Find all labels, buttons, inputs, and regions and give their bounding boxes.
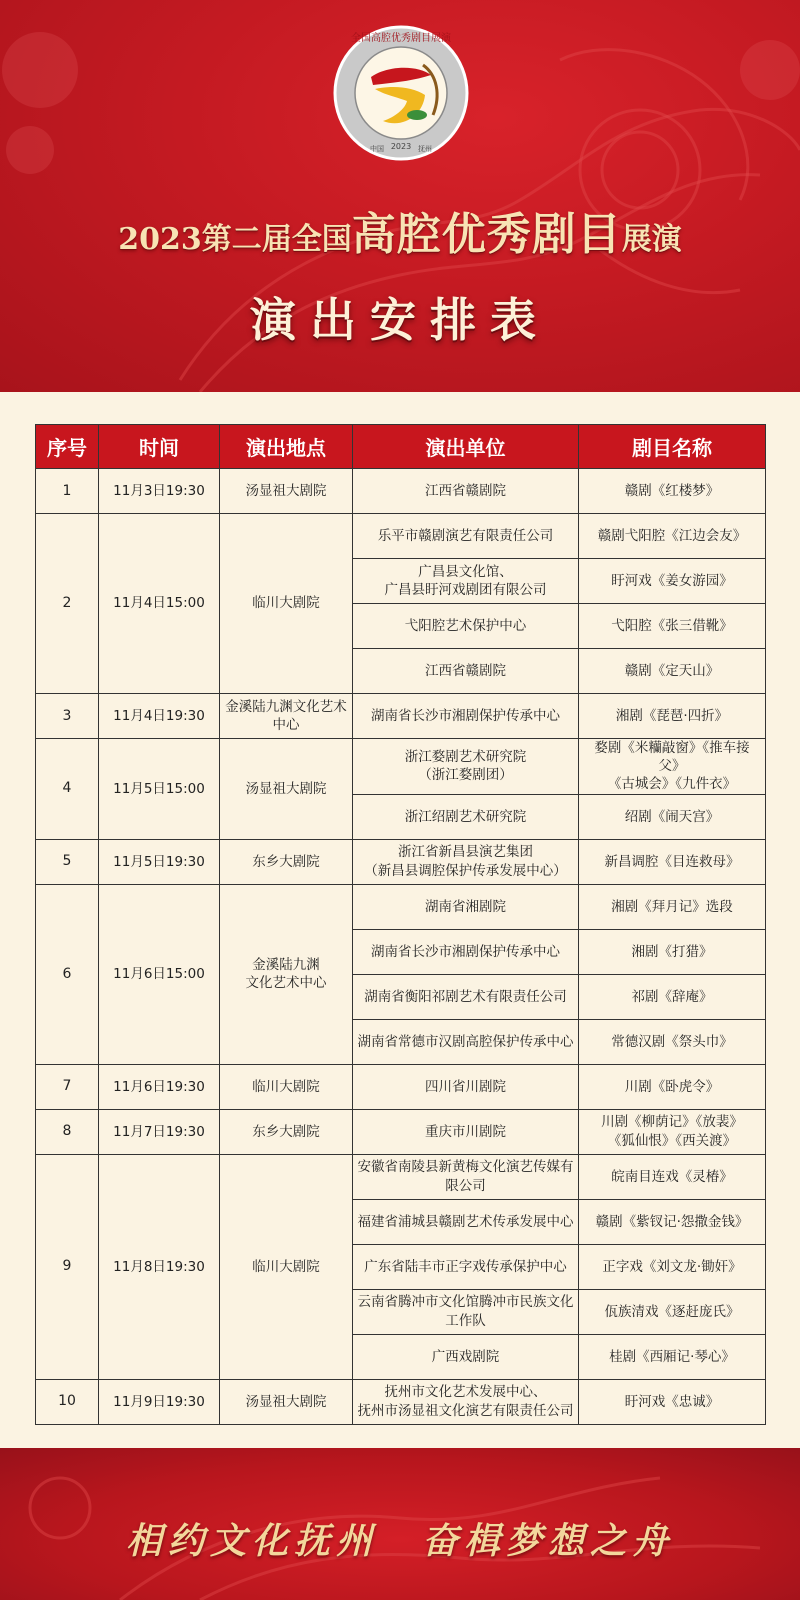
title-prefix: 2023第二届全国 — [118, 222, 352, 257]
logo-bottom-right: 抚州 — [418, 145, 432, 153]
cell-play: 赣剧《紫钗记·怨撒金钱》 — [579, 1199, 766, 1244]
cell-venue: 东乡大剧院 — [220, 1109, 353, 1154]
cell-time: 11月7日19:30 — [99, 1109, 220, 1154]
slogan-left: 相约文化抚州 — [125, 1520, 378, 1562]
cell-unit: 抚州市文化艺术发展中心、 抚州市汤显祖文化演艺有限责任公司 — [353, 1379, 579, 1424]
cell-number: 10 — [36, 1379, 99, 1424]
title-main: 高腔优秀剧目 — [351, 209, 622, 260]
table-row — [36, 739, 766, 795]
table-row — [36, 839, 766, 884]
logo-year: 2023 — [390, 142, 412, 151]
cell-time: 11月4日15:00 — [99, 514, 220, 694]
cell-play: 佤族清戏《逐赶庞氏》 — [579, 1289, 766, 1334]
cell-play: 弋阳腔《张三借靴》 — [579, 604, 766, 649]
cell-play: 祁剧《辞庵》 — [579, 974, 766, 1019]
logo-ring-text: 全国高腔优秀剧目展演 — [351, 33, 451, 44]
header-play: 剧目名称 — [579, 425, 766, 469]
cell-unit: 湖南省衡阳祁剧艺术有限责任公司 — [353, 974, 579, 1019]
cell-unit: 江西省赣剧院 — [353, 649, 579, 694]
table-row — [36, 469, 766, 514]
cell-play: 正字戏《刘文龙·锄奸》 — [579, 1244, 766, 1289]
cell-play: 新昌调腔《目连救母》 — [579, 839, 766, 884]
table-row — [36, 884, 766, 929]
cell-time: 11月5日15:00 — [99, 739, 220, 840]
header-no: 序号 — [36, 425, 99, 469]
cell-play: 川剧《卧虎令》 — [579, 1064, 766, 1109]
table-row — [36, 694, 766, 739]
cell-number: 6 — [36, 884, 99, 1064]
cell-unit: 云南省腾冲市文化馆腾冲市民族文化工作队 — [353, 1289, 579, 1334]
cell-play: 婺剧《米糷敲窗》《推车接父》 《古城会》《九件衣》 — [579, 739, 766, 795]
header-banner — [0, 0, 800, 392]
cell-play: 盱河戏《姜女游园》 — [579, 559, 766, 604]
cell-play: 赣剧《定天山》 — [579, 649, 766, 694]
schedule-subtitle: 演出安排表 — [250, 293, 550, 347]
cell-venue: 临川大剧院 — [220, 514, 353, 694]
cell-number: 1 — [36, 469, 99, 514]
cell-unit: 广西戏剧院 — [353, 1334, 579, 1379]
cell-number: 4 — [36, 739, 99, 840]
table-row — [36, 514, 766, 559]
cell-unit: 湖南省长沙市湘剧保护传承中心 — [353, 929, 579, 974]
cell-unit: 湖南省常德市汉剧高腔保护传承中心 — [353, 1019, 579, 1064]
header-unit: 演出单位 — [353, 425, 579, 469]
cell-unit: 安徽省南陵县新黄梅文化演艺传媒有限公司 — [353, 1154, 579, 1199]
header-venue: 演出地点 — [220, 425, 353, 469]
slogan-right: 奋楫梦想之舟 — [422, 1520, 675, 1562]
cell-unit: 重庆市川剧院 — [353, 1109, 579, 1154]
cell-play: 赣剧弋阳腔《江边会友》 — [579, 514, 766, 559]
cell-unit: 乐平市赣剧演艺有限责任公司 — [353, 514, 579, 559]
cell-play: 桂剧《西厢记·琴心》 — [579, 1334, 766, 1379]
cell-venue: 汤显祖大剧院 — [220, 739, 353, 840]
logo-bottom-left: 中国 — [370, 145, 384, 153]
cell-venue: 临川大剧院 — [220, 1154, 353, 1379]
cell-unit: 湖南省湘剧院 — [353, 884, 579, 929]
table-header-row — [36, 425, 766, 469]
cell-venue: 汤显祖大剧院 — [220, 469, 353, 514]
cell-time: 11月5日19:30 — [99, 839, 220, 884]
cell-unit: 广昌县文化馆、 广昌县盱河戏剧团有限公司 — [353, 559, 579, 604]
cell-unit: 浙江省新昌县演艺集团 （新昌县调腔保护传承发展中心） — [353, 839, 579, 884]
cell-venue: 金溪陆九渊 文化艺术中心 — [220, 884, 353, 1064]
table-row — [36, 1154, 766, 1199]
festival-logo — [333, 25, 469, 161]
schedule-table — [35, 424, 766, 1425]
table-row — [36, 1109, 766, 1154]
cell-unit: 福建省浦城县赣剧艺术传承发展中心 — [353, 1199, 579, 1244]
cell-unit: 浙江绍剧艺术研究院 — [353, 794, 579, 839]
cell-play: 绍剧《闹天宫》 — [579, 794, 766, 839]
cell-time: 11月6日19:30 — [99, 1064, 220, 1109]
cell-play: 川剧《柳荫记》《放裴》 《狐仙恨》《西关渡》 — [579, 1109, 766, 1154]
cell-number: 3 — [36, 694, 99, 739]
table-row — [36, 1379, 766, 1424]
cell-time: 11月9日19:30 — [99, 1379, 220, 1424]
cell-venue: 金溪陆九渊文化艺术中心 — [220, 694, 353, 739]
cell-number: 2 — [36, 514, 99, 694]
table-row — [36, 1064, 766, 1109]
footer-slogan — [0, 1513, 800, 1564]
cell-number: 5 — [36, 839, 99, 884]
cell-time: 11月8日19:30 — [99, 1154, 220, 1379]
schedule-body — [36, 469, 766, 1425]
header-time: 时间 — [99, 425, 220, 469]
cell-unit: 江西省赣剧院 — [353, 469, 579, 514]
cell-play: 湘剧《琵琶·四折》 — [579, 694, 766, 739]
cell-venue: 临川大剧院 — [220, 1064, 353, 1109]
cell-unit: 弋阳腔艺术保护中心 — [353, 604, 579, 649]
cell-play: 常德汉剧《祭头巾》 — [579, 1019, 766, 1064]
title-suffix: 展演 — [621, 222, 682, 257]
cell-play: 湘剧《打猎》 — [579, 929, 766, 974]
cell-time: 11月6日15:00 — [99, 884, 220, 1064]
cell-unit: 四川省川剧院 — [353, 1064, 579, 1109]
schedule-table-wrapper — [35, 424, 765, 1425]
cell-number: 7 — [36, 1064, 99, 1109]
cell-number: 9 — [36, 1154, 99, 1379]
cell-play: 盱河戏《忠诚》 — [579, 1379, 766, 1424]
cell-unit: 湖南省长沙市湘剧保护传承中心 — [353, 694, 579, 739]
cell-number: 8 — [36, 1109, 99, 1154]
cell-play: 皖南目连戏《灵椿》 — [579, 1154, 766, 1199]
cell-time: 11月3日19:30 — [99, 469, 220, 514]
cell-venue: 汤显祖大剧院 — [220, 1379, 353, 1424]
event-title — [0, 198, 800, 262]
cell-unit: 浙江婺剧艺术研究院 （浙江婺剧团） — [353, 739, 579, 795]
cell-time: 11月4日19:30 — [99, 694, 220, 739]
cell-play: 湘剧《拜月记》选段 — [579, 884, 766, 929]
cell-venue: 东乡大剧院 — [220, 839, 353, 884]
cell-unit: 广东省陆丰市正字戏传承保护中心 — [353, 1244, 579, 1289]
cell-play: 赣剧《红楼梦》 — [579, 469, 766, 514]
